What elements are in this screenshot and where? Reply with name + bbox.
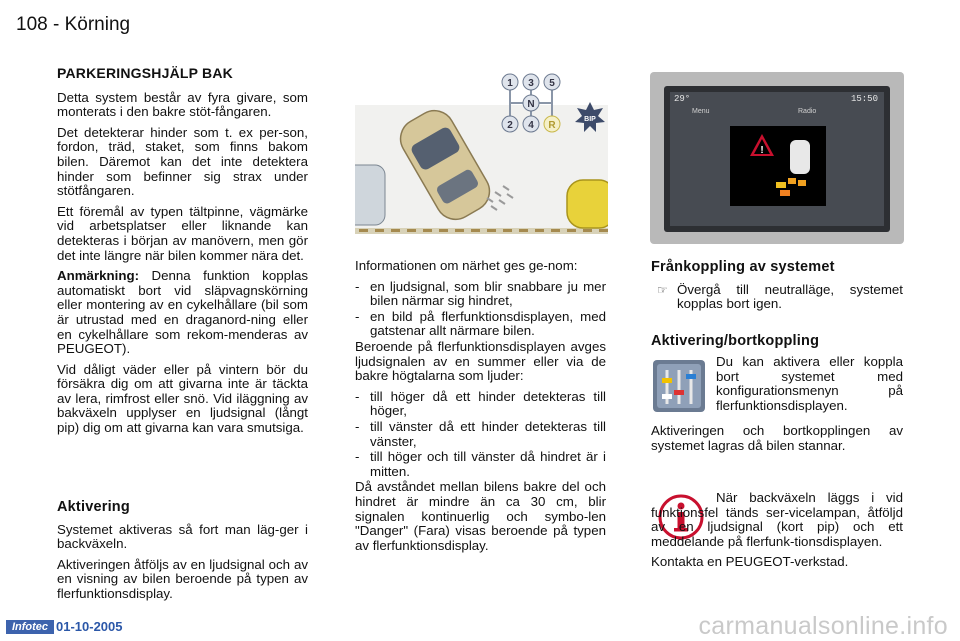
- gear-label-4: 4: [528, 120, 534, 131]
- screen-temp: 29°: [674, 94, 691, 104]
- parking-assist-title: PARKERINGSHJÄLP BAK: [57, 65, 233, 81]
- parking-scene: [355, 70, 608, 238]
- right-column: [651, 260, 903, 358]
- watermark: carmanualsonline.info: [698, 612, 948, 640]
- gear-label-n: N: [527, 99, 535, 110]
- gear-label-2: 2: [507, 120, 513, 131]
- activation-paragraph-1: Systemet aktiveras så fort man läg-ger i backväxeln.: [57, 521, 308, 552]
- edition-date: 01-10-2005: [56, 619, 123, 634]
- activation-paragraph-2: Aktiveringen åtföljs av en ljudsignal och av en visning av bilen beroende på typen av flerfunktionsdisplay.: [57, 556, 308, 601]
- speaker-paragraph: Beroende på flerfunktionsdisplayen avges ljudsignalen av en summer eller via de bakre högtalarna som ljuder:: [355, 338, 606, 384]
- detection-paragraph: Det detekterar hinder som t. ex per-son, fordon, träd, staket, som finns bakom bilen. Däremot kan det inte detektera hinder som befinner sig strax under stötfångaren.: [57, 124, 308, 199]
- parking-view: [730, 126, 826, 206]
- disable-system-item: [651, 283, 903, 312]
- activation-deactivation-title: Aktivering/bortkoppling: [651, 332, 820, 349]
- signal-list-item: - en ljudsignal, som blir snabbare ju mer bilen närmar sig hindret,: [355, 280, 606, 309]
- info-text: När backväxeln läggs i vid funktionsfel tänds ser-vicelampan, åtföljd av en ljudsignal (kort pip) och ett meddelande på flerfunk-tionsdisplayen.: [651, 490, 903, 549]
- display-screen: [670, 92, 884, 226]
- header-separator: -: [52, 14, 60, 35]
- gear-label-1: 1: [507, 78, 513, 89]
- page-number: 108: [16, 14, 48, 35]
- signal-list: [355, 280, 606, 339]
- bip-label: BIP: [584, 116, 596, 123]
- info-block: [651, 491, 903, 576]
- speaker-list-item: - till höger och till vänster då hindret är i mitten.: [355, 450, 606, 479]
- section-title: Körning: [64, 14, 131, 35]
- display-bezel: [664, 86, 890, 232]
- parking-view-graphic: [730, 126, 826, 206]
- parking-illustration: [355, 70, 608, 238]
- activation-title: Aktivering: [57, 499, 130, 515]
- speaker-list-item: - till vänster då ett hinder detekteras till vänster,: [355, 420, 606, 449]
- disable-system-title: Frånkoppling av systemet: [651, 259, 835, 275]
- screen-tab-radio: Radio: [798, 108, 817, 115]
- memory-block: [651, 424, 903, 459]
- speaker-list-item: - till höger då ett hinder detekteras till höger,: [355, 390, 606, 419]
- left-column: [57, 66, 308, 442]
- settings-block: [716, 355, 903, 419]
- speaker-list: [355, 390, 606, 480]
- screen-tab-menu: Menu: [692, 108, 710, 115]
- screen-clock: 15:50: [850, 94, 878, 104]
- note-text: Denna funktion kopplas automatiskt bort vid släpvagnskörning eller montering av en cykelhållare (bil som är utrustad med en draganord-ning eller en cykelhållare som rekom-menderas av PEUGEOT).: [57, 268, 308, 357]
- objects-paragraph: Ett föremål av typen tältpinne, vägmärke vid arbetsplatser eller liknande kan detekteras i början av manövern, men gör det inte längre när bilen kommer nära det.: [57, 203, 308, 263]
- svg-text:!: !: [760, 145, 764, 156]
- weather-paragraph: Vid dåligt väder eller på vintern bör du försäkra dig om att givarna inte är täckta av lera, rimfrost eller snö. Vid iläggning av bakväxeln upplyser en ljudsignal (långt pip) dig om att givarna kan vara smutsiga.: [57, 361, 308, 436]
- intro-paragraph: Detta system består av fyra givare, som monterats i den bakre stöt-fångaren.: [57, 89, 308, 120]
- contact-text: Kontakta en PEUGEOT-verkstad.: [651, 554, 849, 570]
- infotec-badge: Infotec: [6, 620, 54, 634]
- disable-system-text: Övergå till neutralläge, systemet kopplas bort igen.: [677, 281, 903, 312]
- settings-text: Du kan aktivera eller koppla bort systemet med konfigurationsmenyn på flerfunktionsdisplayen.: [716, 354, 903, 413]
- middle-column: [355, 259, 606, 559]
- page-header: [16, 14, 130, 36]
- settings-sliders-icon: [651, 358, 707, 414]
- gear-label-r: R: [548, 120, 556, 131]
- note-label: Anmärkning:: [57, 268, 140, 284]
- note-paragraph: [57, 269, 308, 357]
- pointing-hand-icon: ☞: [657, 282, 668, 297]
- display-photo: [650, 72, 904, 244]
- danger-paragraph: Då avståndet mellan bilens bakre del och hindret är mindre än ca 30 cm, blir signalen kontinuerlig och symbo-len "Danger" (Fara) visas beroende på typen av flerfunktionsdisplay.: [355, 479, 606, 553]
- gear-label-5: 5: [549, 78, 555, 89]
- gear-label-3: 3: [528, 78, 534, 89]
- signal-list-item: - en bild på flerfunktionsdisplayen, med gatstenar allt närmare bilen.: [355, 310, 606, 339]
- info-intro: Informationen om närhet ges ge-nom:: [355, 258, 578, 273]
- memory-text: Aktiveringen och bortkopplingen av systemet lagras då bilen stannar.: [651, 423, 903, 453]
- left-activation-block: [57, 500, 308, 608]
